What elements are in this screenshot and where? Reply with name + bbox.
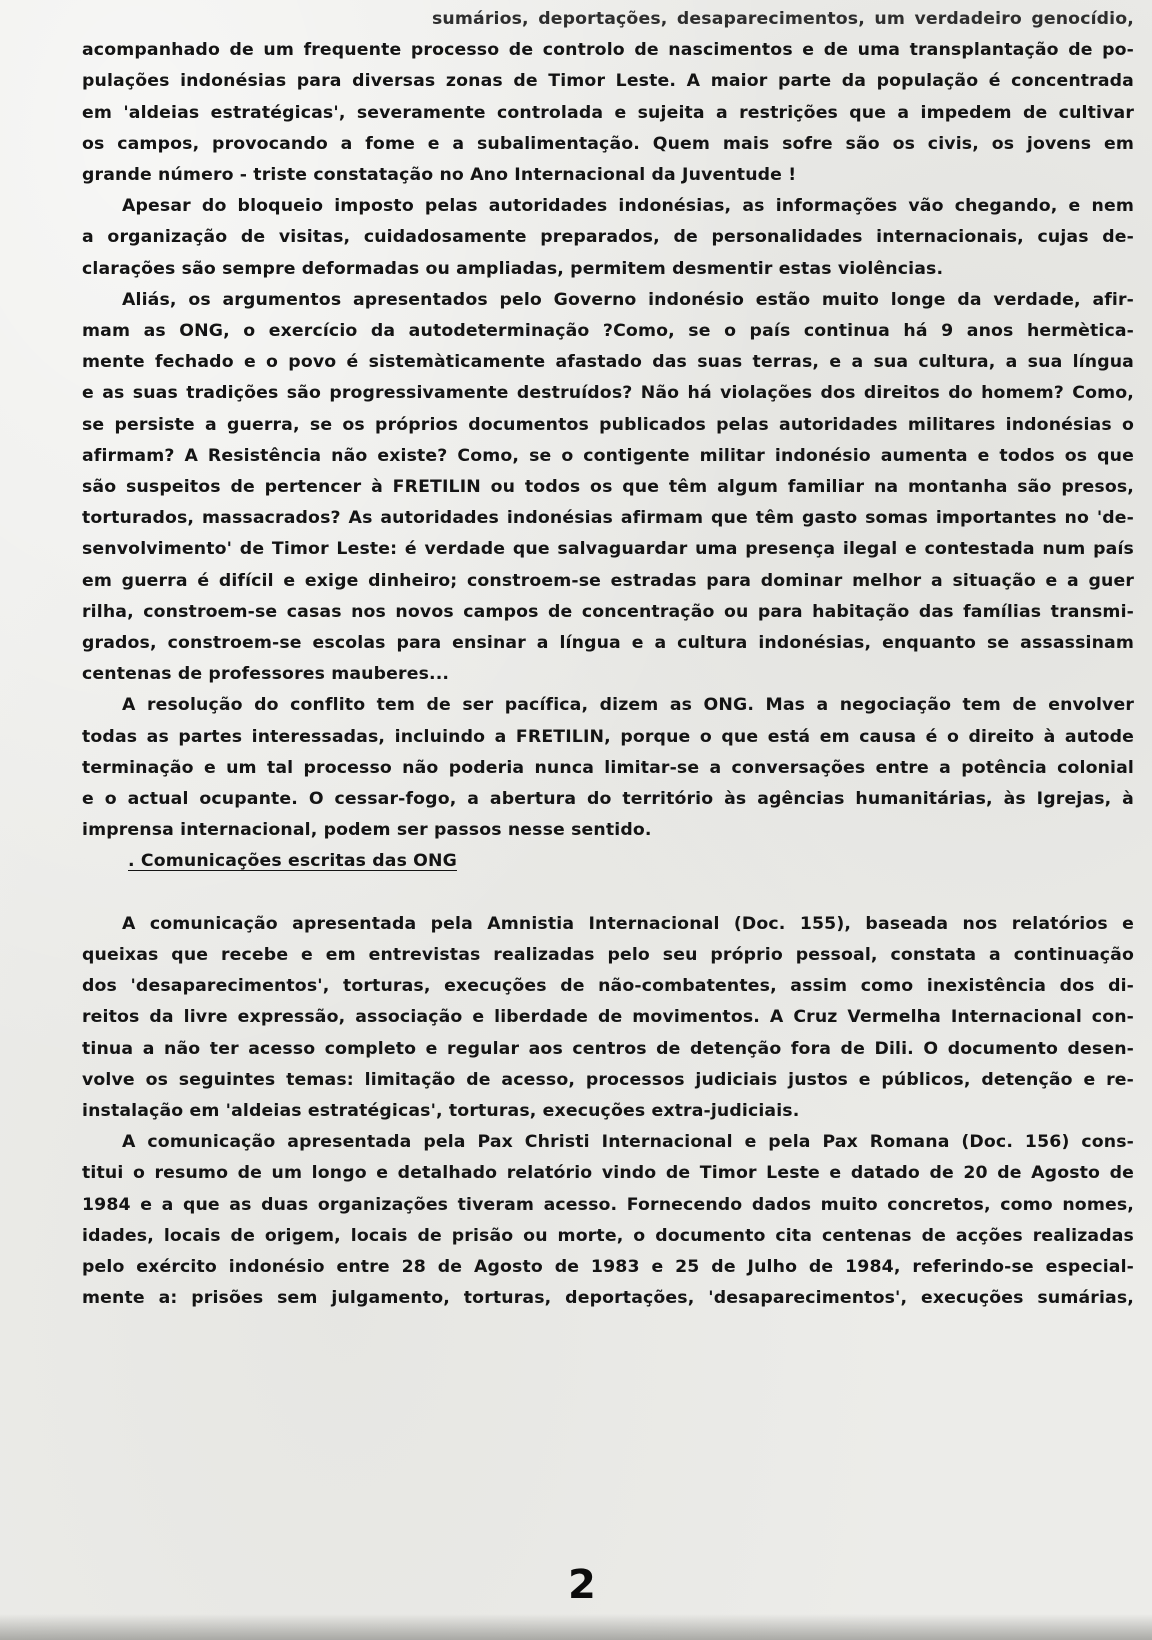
section-heading-row (82, 846, 1134, 877)
text-line: A comunicação apresentada pela Amnistia Internacional (Doc. 155), baseada nos relatórios e (122, 913, 1134, 934)
paragraph-pax-christi (82, 1127, 1134, 1314)
text-line: sumários, deportações, desaparecimentos, um verdadeiro genocídio, (432, 9, 1134, 29)
text-line: queixas que recebe e em entrevistas realizadas pelo seu próprio pessoal, constata a continuação (82, 945, 1134, 966)
text-line: são suspeitos de pertencer à FRETILIN ou todos os que têm algum familiar na montanha são presos, (82, 477, 1134, 498)
text-line: afirmam? A Resistência não existe? Como, se o contigente militar indonésio aumenta e todos os que (82, 445, 1134, 466)
text-line: tinua a não ter acesso completo e regular aos centros de detenção fora de Dili. O documento desen- (82, 1038, 1134, 1059)
text-line: reitos da livre expressão, associação e liberdade de movimentos. A Cruz Vermelha Internacional con- (82, 1007, 1134, 1028)
text-line: centenas de professores mauberes... (82, 664, 450, 685)
text-line: torturados, massacrados? As autoridades indonésias afirmam que têm gasto somas importantes no 'de- (82, 508, 1134, 529)
text-line: 1984 e a que as duas organizações tiveram acesso. Fornecendo dados muito concretos, como nomes, (82, 1194, 1134, 1215)
text-line: a organização de visitas, cuidadosamente preparados, de personalidades internacionais, cujas de- (82, 227, 1134, 248)
page-number: 2 (568, 1562, 596, 1608)
text-line: volve os seguintes temas: limitação de acesso, processos judiciais justos e públicos, detenção e re- (82, 1069, 1134, 1090)
text-line: pulações indonésias para diversas zonas de Timor Leste. A maior parte da população é concentrada (82, 71, 1134, 92)
paragraph-continuation (82, 4, 1134, 191)
text-line: mente a: prisões sem julgamento, torturas, deportações, 'desaparecimentos', execuções sumárias, (82, 1288, 1134, 1309)
spacer (82, 878, 1134, 909)
text-line: idades, locais de origem, locais de prisão ou morte, o documento cita centenas de acções realizadas (82, 1225, 1134, 1246)
paragraph-blockade (82, 191, 1134, 285)
section-heading: . Comunicações escritas das ONG (128, 851, 457, 872)
paragraph-arguments (82, 285, 1134, 691)
text-line: A resolução do conflito tem de ser pacífica, dizem as ONG. Mas a negociação tem de envolver (122, 695, 1134, 716)
text-line: todas as partes interessadas, incluindo a FRETILIN, porque o que está em causa é o direito à autode (82, 726, 1134, 747)
text-line: e o actual ocupante. O cessar-fogo, a abertura do território às agências humanitárias, às Igrejas, à (82, 789, 1134, 810)
text-line: A comunicação apresentada pela Pax Christi Internacional e pela Pax Romana (Doc. 156) cons- (122, 1132, 1134, 1153)
document-body (82, 4, 1134, 1315)
text-line: os campos, provocando a fome e a subalimentação. Quem mais sofre são os civis, os jovens em (82, 133, 1134, 154)
text-line: grados, constroem-se escolas para ensinar a língua e a cultura indonésias, enquanto se assassinam (82, 633, 1134, 654)
text-line: grande número - triste constatação no Ano Internacional da Juventude ! (82, 165, 797, 186)
text-line: acompanhado de um frequente processo de controlo de nascimentos e de uma transplantação de po- (82, 40, 1134, 61)
text-line: mam as ONG, o exercício da autodeterminação ?Como, se o país continua há 9 anos hermètica- (82, 321, 1134, 342)
text-line: se persiste a guerra, se os próprios documentos publicados pelas autoridades militares indonésias o (82, 414, 1134, 435)
text-line: em 'aldeias estratégicas', severamente controlada e sujeita a restrições que a impedem de cultivar (82, 102, 1134, 123)
text-line: senvolvimento' de Timor Leste: é verdade que salvaguardar uma presença ilegal e contestada num país (82, 539, 1134, 560)
text-line: e as suas tradições são progressivamente destruídos? Não há violações dos direitos do homem? Como, (82, 383, 1134, 404)
text-line: instalação em 'aldeias estratégicas', torturas, execuções extra-judiciais. (82, 1101, 800, 1122)
text-line: rilha, constroem-se casas nos novos campos de concentração ou para habitação das famílias transmi- (82, 601, 1134, 622)
text-line: mente fechado e o povo é sistemàticamente afastado das suas terras, e a sua cultura, a sua língua (82, 352, 1134, 373)
text-line: Aliás, os argumentos apresentados pelo Governo indonésio estão muito longe da verdade, afir- (122, 289, 1134, 310)
text-line: titui o resumo de um longo e detalhado relatório vindo de Timor Leste e datado de 20 de Agosto de (82, 1163, 1134, 1184)
paragraph-resolution (82, 690, 1134, 846)
paragraph-amnesty (82, 909, 1134, 1127)
text-line: terminação e um tal processo não poderia nunca limitar-se a conversações entre a potência colonial (82, 757, 1134, 778)
text-line: clarações são sempre deformadas ou ampliadas, permitem desmentir estas violências. (82, 258, 944, 279)
text-line: pelo exército indonésio entre 28 de Agosto de 1983 e 25 de Julho de 1984, referindo-se especial- (82, 1257, 1134, 1278)
text-line: Apesar do bloqueio imposto pelas autoridades indonésias, as informações vão chegando, e nem (122, 196, 1134, 217)
text-line: em guerra é difícil e exige dinheiro; constroem-se estradas para dominar melhor a situação e a guer (82, 570, 1134, 591)
text-line: dos 'desaparecimentos', torturas, execuções de não-combatentes, assim como inexistência dos di- (82, 976, 1134, 997)
text-line: imprensa internacional, podem ser passos nesse sentido. (82, 820, 652, 841)
